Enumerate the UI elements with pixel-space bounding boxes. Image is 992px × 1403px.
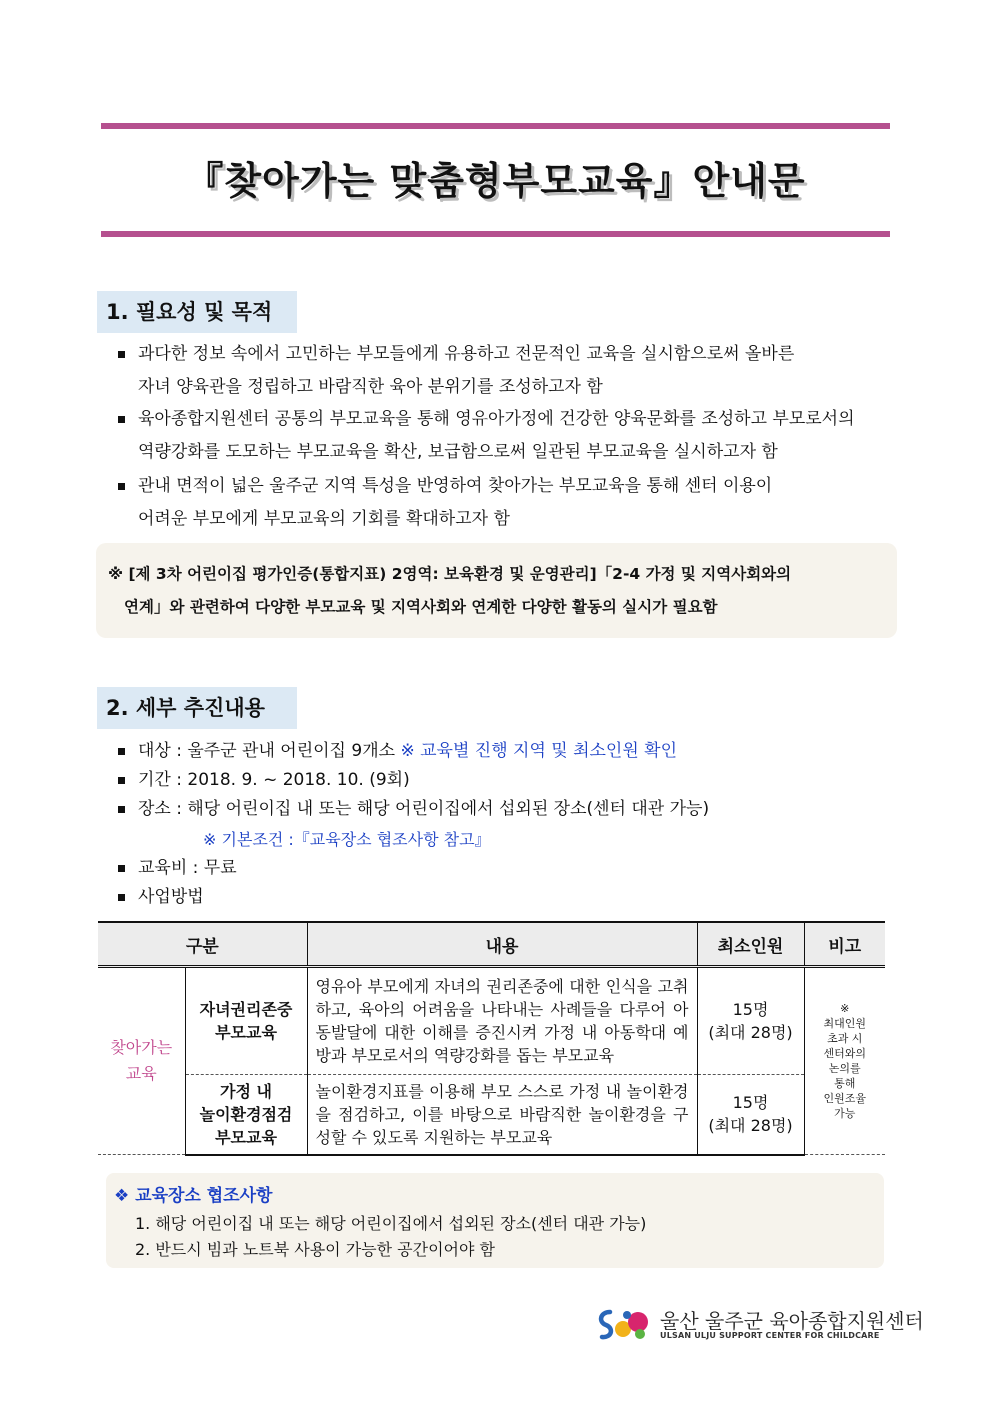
header-category: 구분 <box>98 922 307 967</box>
program-description-cell: 놀이환경지표를 이용해 부모 스스로 가정 내 놀이환경을 점검하고, 이를 바탕으로 바람직한 놀이환경을 구성할 수 있도록 지원하는 부모교육 <box>307 1075 697 1155</box>
bullet-square-icon <box>118 483 125 490</box>
program-name-cell: 가정 내 놀이환경점검 부모교육 <box>185 1075 307 1155</box>
cooperation-heading: ❖ 교육장소 협조사항 <box>114 1186 273 1206</box>
place-item: 장소 : 해당 어린이집 내 또는 해당 어린이집에서 섭외된 장소(센터 대관 가능) <box>118 793 709 826</box>
program-table <box>98 921 885 1156</box>
target-note: ※ 교육별 진행 지역 및 최소인원 확인 <box>400 741 678 761</box>
min-people-cell: 15명 (최대 28명) <box>697 1075 804 1155</box>
center-logo-subtitle: ULSAN ULJU SUPPORT CENTER FOR CHILDCARE <box>660 1331 880 1340</box>
page-title: 『찾아가는 맞춤형부모교육』안내문 <box>185 159 806 203</box>
bullet-square-icon <box>118 351 125 358</box>
cooperation-item: 2. 반드시 빔과 노트북 사용이 가능한 공간이어야 함 <box>135 1240 495 1259</box>
center-logo-mark-icon <box>596 1304 654 1344</box>
note-line-1: ※ [제 3차 어린이집 평가인증(통합지표) 2영역: 보육환경 및 운영관리]「2-4 가정 및 지역사회와의 <box>108 565 792 583</box>
header-content: 내용 <box>307 922 697 967</box>
bullet-square-icon <box>118 748 125 755</box>
cooperation-item: 1. 해당 어린이집 내 또는 해당 어린이집에서 섭외된 장소(센터 대관 가능) <box>135 1214 647 1233</box>
min-people-cell: 15명 (최대 28명) <box>697 967 804 1075</box>
center-logo <box>596 1304 924 1344</box>
header-min-people: 최소인원 <box>697 922 804 967</box>
table-row <box>98 1075 885 1155</box>
method-item: 사업방법 <box>118 881 204 914</box>
bullet-square-icon <box>118 777 125 784</box>
table-header-row <box>98 922 885 967</box>
target-item: 대상 : 울주군 관내 어린이집 9개소 ※ 교육별 진행 지역 및 최소인원 확인 <box>118 735 677 768</box>
evaluation-note-box <box>96 543 897 638</box>
bullet-square-icon <box>118 416 125 423</box>
list-item: 육아종합지원센터 공통의 부모교육을 통해 영유아가정에 건강한 양육문화를 조성하고 부모로서의 역량강화를 도모하는 부모교육을 확산, 보급함으로써 일관된 부모교육을 실시하고자 함 <box>118 403 896 469</box>
list-item: 과다한 정보 속에서 고민하는 부모들에게 유용하고 전문적인 교육을 실시함으로써 올바른 자녀 양육관을 정립하고 바람직한 육아 분위기를 조성하고자 함 <box>118 338 896 404</box>
list-item: 관내 면적이 넓은 울주군 지역 특성을 반영하여 찾아가는 부모교육을 통해 센터 이용이 어려운 부모에게 부모교육의 기회를 확대하고자 함 <box>118 470 896 536</box>
remark-cell: ※ 최대인원 초과 시 센터와의 논의를 통해 인원조율 가능 <box>804 967 885 1155</box>
cooperation-box <box>106 1173 884 1268</box>
header-remark: 비고 <box>804 922 885 967</box>
period-item: 기간 : 2018. 9. ~ 2018. 10. (9회) <box>118 764 410 797</box>
table-row <box>98 967 885 1075</box>
program-description-cell: 영유아 부모에게 자녀의 권리존중에 대한 인식을 고취하고, 육아의 어려움을 나타내는 사례들을 다루어 아동발달에 대한 이해를 증진시켜 가정 내 아동학대 예방과 부모로서의 역량강화를 돕는 부모교육 <box>307 967 697 1075</box>
bullet-square-icon <box>118 894 125 901</box>
title-top-rule <box>101 123 890 129</box>
section2-heading: 2. 세부 추진내용 <box>97 687 297 729</box>
bullet-square-icon <box>118 865 125 872</box>
title-bottom-rule <box>101 231 890 237</box>
note-line-2: 연계」와 관련하여 다양한 부모교육 및 지역사회와 연계한 다양한 활동의 실시가 필요함 <box>124 598 718 616</box>
group-cell: 찾아가는 교육 <box>98 967 185 1155</box>
place-note: ※ 기본조건 :『교육장소 협조사항 참고』 <box>203 830 491 849</box>
bullet-square-icon <box>118 806 125 813</box>
section1-heading: 1. 필요성 및 목적 <box>97 291 297 333</box>
program-name-cell: 자녀권리존중 부모교육 <box>185 967 307 1075</box>
center-logo-name: 울산 울주군 육아종합지원센터 <box>660 1309 924 1333</box>
fee-item: 교육비 : 무료 <box>118 852 237 885</box>
